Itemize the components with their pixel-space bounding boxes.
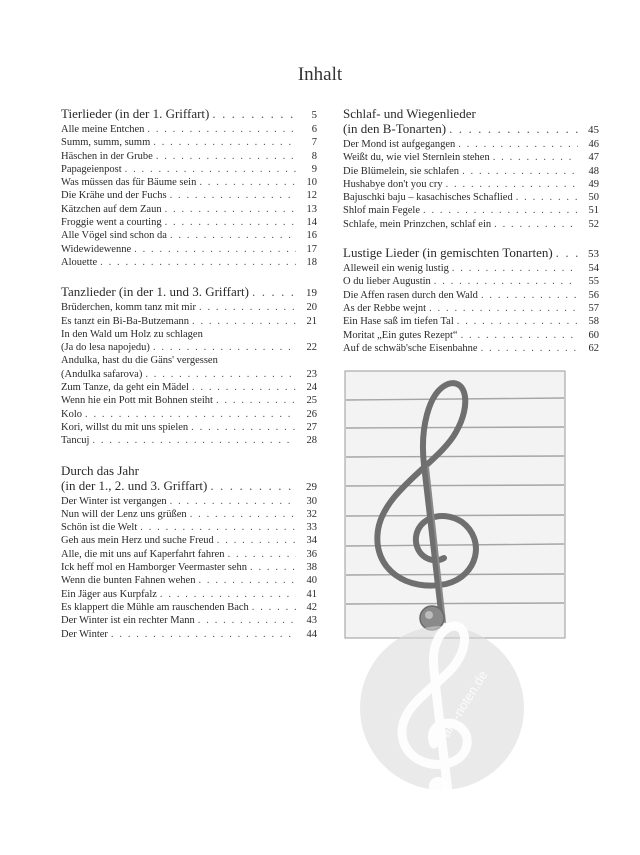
toc-entry (61, 176, 317, 189)
toc-leader-dots (250, 561, 296, 574)
toc-entry-title: (Ja do lesa napojedu) (61, 342, 150, 354)
toc-entry-title: Wenn hie ein Pott mit Bohnen steiht (61, 395, 213, 407)
toc-entry (343, 178, 599, 191)
toc-entry-title: Tancuj (61, 435, 90, 447)
toc-entry (343, 165, 599, 178)
toc-leader-dots (228, 548, 296, 561)
toc-entry-title: Durch das Jahr (61, 462, 139, 478)
toc-page-number: 33 (306, 522, 317, 534)
toc-page-number: 10 (306, 177, 317, 189)
toc-page-number: 17 (306, 243, 317, 255)
toc-entry (343, 329, 599, 342)
toc-page-number: 25 (306, 395, 317, 407)
toc-entry (343, 275, 599, 288)
toc-page-number: 51 (588, 205, 599, 217)
toc-page-number: 44 (306, 628, 317, 640)
toc-leader-dots (457, 315, 578, 328)
toc-page-number: 20 (306, 302, 317, 314)
toc-entry-title: Lustige Lieder (in gemischten Tonarten) (343, 245, 553, 261)
toc-leader-dots (423, 204, 578, 217)
toc-entry-title: (in der 1., 2. und 3. Griffart) (61, 477, 208, 493)
toc-entry (61, 163, 317, 176)
toc-page-number: 53 (588, 248, 599, 261)
toc-entry-title: Alle Vögel sind schon da (61, 230, 167, 242)
toc-page-number: 57 (588, 302, 599, 314)
toc-entry (343, 191, 599, 204)
toc-section (61, 463, 317, 641)
toc-page-number: 22 (306, 342, 317, 354)
toc-entry (61, 328, 317, 341)
toc-leader-dots (198, 614, 296, 627)
toc-entry-title: Zum Tanze, da geht ein Mädel (61, 382, 189, 394)
toc-entry (343, 138, 599, 151)
toc-page-number: 36 (306, 548, 317, 560)
toc-entry-title: (in den B-Tonarten) (343, 121, 447, 136)
toc-page-number: 42 (306, 601, 317, 613)
toc-leader-dots (493, 151, 578, 164)
toc-entry-title: Froggie went a courting (61, 217, 162, 229)
toc-entry-title: Bajuschki baju – kasachisches Schaflied (343, 192, 513, 204)
toc-leader-dots (190, 508, 296, 521)
toc-leader-dots (165, 216, 296, 229)
toc-entry-title: Kolo (61, 408, 82, 420)
toc-right-column (343, 106, 599, 355)
toc-leader-dots (481, 342, 578, 355)
toc-leader-dots (156, 150, 296, 163)
toc-entry-title: (Andulka safarova) (61, 368, 143, 380)
toc-page-number: 28 (306, 435, 317, 447)
toc-left-column (61, 106, 317, 641)
toc-leader-dots (452, 262, 578, 275)
toc-page-number: 32 (306, 508, 317, 520)
toc-entry-title: Alle, die mit uns auf Kaperfahrt fahren (61, 548, 225, 560)
toc-entry-title: Alouette (61, 256, 98, 268)
toc-entry (61, 315, 317, 328)
toc-section-heading (343, 245, 599, 262)
toc-entry-title: Der Winter (61, 628, 108, 640)
toc-page-number: 49 (588, 178, 599, 190)
toc-entry (343, 262, 599, 275)
toc-leader-dots (556, 245, 578, 260)
toc-entry-title: Wenn die bunten Fahnen wehen (61, 575, 196, 587)
toc-entry-title: Geh aus mein Herz und suche Freud (61, 535, 214, 547)
toc-entry-title: Alleweil ein wenig lustig (343, 263, 449, 275)
toc-entry-title: Widewidewenne (61, 243, 132, 255)
toc-leader-dots (494, 218, 578, 231)
toc-section-heading (61, 478, 317, 495)
toc-entry-title: Brüderchen, komm tanz mit mir (61, 302, 197, 314)
toc-section-heading (343, 121, 599, 138)
toc-leader-dots (481, 289, 578, 302)
toc-entry-title: As der Rebbe wejnt (343, 302, 427, 314)
toc-entry (343, 204, 599, 217)
toc-leader-dots (210, 478, 296, 493)
toc-entry-title: Schlaf- und Wiegenlieder (343, 106, 476, 121)
toc-entry-title: Ick heff mol en Hamborger Veermaster sehn (61, 562, 248, 574)
toc-entry (61, 495, 317, 508)
toc-leader-dots (160, 588, 296, 601)
toc-leader-dots (170, 495, 296, 508)
toc-leader-dots (153, 341, 296, 354)
toc-entry (61, 588, 317, 601)
toc-entry-title: Ein Jäger aus Kurpfalz (61, 588, 157, 600)
toc-page-number: 50 (588, 192, 599, 204)
toc-entry (61, 189, 317, 202)
toc-entry-title: Es tanzt ein Bi-Ba-Butzemann (61, 315, 190, 327)
toc-entry-title: Schlafe, mein Prinzchen, schlaf ein (343, 218, 492, 230)
toc-entry-title: Moritat „Ein gutes Rezept“ (343, 329, 458, 341)
toc-leader-dots (461, 329, 578, 342)
toc-page-number: 55 (588, 276, 599, 288)
toc-entry (61, 521, 317, 534)
toc-entry-title: Andulka, hast du die Gäns' vergessen (61, 355, 218, 367)
toc-entry (61, 150, 317, 163)
toc-leader-dots (165, 203, 296, 216)
toc-page-number: 21 (306, 315, 317, 327)
toc-leader-dots (252, 601, 296, 614)
toc-entry (61, 123, 317, 136)
toc-page-number: 27 (306, 421, 317, 433)
toc-entry-title: Nun will der Lenz uns grüßen (61, 508, 187, 520)
toc-entry (61, 534, 317, 547)
toc-entry-title: Summ, summ, summ (61, 137, 151, 149)
toc-page-number: 48 (588, 165, 599, 177)
toc-leader-dots (192, 315, 296, 328)
toc-entry-title: Die Krähe und der Fuchs (61, 190, 167, 202)
toc-section (61, 284, 317, 447)
toc-page-number: 14 (306, 217, 317, 229)
toc-entry-title: Die Affen rasen durch den Wald (343, 289, 478, 301)
toc-page-number: 54 (588, 263, 599, 275)
toc-leader-dots (217, 534, 296, 547)
toc-entry (61, 421, 317, 434)
toc-page-number: 43 (306, 615, 317, 627)
toc-entry-title: Was müssen das für Bäume sein (61, 177, 197, 189)
toc-entry (61, 628, 317, 641)
toc-leader-dots (170, 189, 296, 202)
page-title: Inhalt (297, 64, 343, 85)
toc-page-number: 62 (588, 342, 599, 354)
toc-entry-title: Kätzchen auf dem Zaun (61, 203, 162, 215)
toc-entry-title: Der Winter ist vergangen (61, 495, 167, 507)
toc-page-number: 46 (588, 139, 599, 150)
toc-entry-title: Papageienpost (61, 163, 122, 175)
toc-page-number: 6 (311, 124, 317, 135)
toc-leader-dots (100, 256, 296, 269)
toc-entry-title: Kori, willst du mit uns spielen (61, 421, 189, 433)
toc-section-heading (61, 106, 317, 123)
toc-page-number: 29 (306, 480, 317, 493)
toc-entry-title: Der Winter ist ein rechter Mann (61, 615, 195, 627)
toc-page-number: 16 (306, 230, 317, 242)
toc-entry-title: In den Wald um Holz zu schlagen (61, 328, 203, 340)
toc-entry (61, 561, 317, 574)
toc-page-number: 19 (306, 287, 317, 300)
toc-entry-title: Tanzlieder (in der 1. und 3. Griffart) (61, 284, 249, 300)
toc-entry (61, 216, 317, 229)
toc-section-heading (61, 463, 317, 478)
toc-leader-dots (125, 163, 296, 176)
toc-entry (61, 614, 317, 627)
toc-entry (343, 289, 599, 302)
toc-entry (343, 151, 599, 164)
toc-entry-title: Auf de schwäb'sche Eisenbahne (343, 342, 478, 354)
toc-leader-dots (429, 302, 578, 315)
toc-page-number: 40 (306, 575, 317, 587)
toc-page-number: 12 (306, 190, 317, 202)
toc-entry (61, 243, 317, 256)
toc-entry-title: Häschen in der Grube (61, 150, 153, 162)
toc-page-number: 45 (588, 124, 599, 136)
treble-clef-watermark-icon (330, 620, 570, 805)
toc-page-number: 60 (588, 329, 599, 341)
toc-page-number: 52 (588, 218, 599, 230)
toc-entry-title: Shlof main Fegele (343, 205, 420, 217)
toc-page-number: 47 (588, 152, 599, 164)
toc-page-number: 5 (311, 109, 317, 121)
toc-entry (61, 256, 317, 269)
toc-leader-dots (199, 301, 296, 314)
toc-leader-dots (170, 229, 296, 242)
toc-section-heading (343, 106, 599, 121)
toc-leader-dots (140, 521, 296, 534)
toc-entry (343, 218, 599, 231)
treble-clef-icon (344, 370, 566, 639)
toc-leader-dots (147, 123, 296, 136)
toc-page-number: 26 (306, 408, 317, 420)
toc-entry (61, 341, 317, 354)
toc-entry (61, 394, 317, 407)
toc-leader-dots (446, 178, 578, 191)
toc-section (343, 106, 599, 231)
toc-page-number: 7 (311, 137, 317, 149)
toc-entry-title: Die Blümelein, sie schlafen (343, 165, 460, 177)
toc-leader-dots (191, 421, 296, 434)
toc-leader-dots (516, 191, 578, 204)
toc-leader-dots (212, 106, 296, 121)
toc-section-heading (61, 284, 317, 301)
toc-page-number: 13 (306, 203, 317, 215)
toc-entry (61, 136, 317, 149)
toc-entry-title: Der Mond ist aufgegangen (343, 139, 456, 150)
toc-entry-title: Weißt du, wie viel Sternlein stehen (343, 152, 490, 164)
toc-page-number: 56 (588, 289, 599, 301)
toc-leader-dots (252, 284, 296, 299)
toc-leader-dots (458, 138, 578, 151)
toc-leader-dots (449, 121, 578, 136)
toc-leader-dots (153, 136, 296, 149)
toc-entry (61, 368, 317, 381)
toc-entry-title: Hushabye don't you cry (343, 178, 443, 190)
toc-entry-title: Ein Hase saß im tiefen Tal (343, 316, 454, 328)
toc-entry-title: O du lieber Augustin (343, 276, 431, 288)
toc-page-number: 30 (306, 495, 317, 507)
toc-entry-title: Es klappert die Mühle am rauschenden Bach (61, 601, 249, 613)
toc-section (343, 245, 599, 355)
toc-leader-dots (145, 368, 296, 381)
toc-entry (61, 301, 317, 314)
toc-entry (61, 434, 317, 447)
toc-entry (61, 408, 317, 421)
toc-entry (343, 315, 599, 328)
toc-entry (61, 508, 317, 521)
toc-entry (61, 381, 317, 394)
toc-entry (61, 574, 317, 587)
toc-page-number: 38 (306, 562, 317, 574)
toc-entry (61, 548, 317, 561)
toc-page-number: 58 (588, 316, 599, 328)
toc-leader-dots (216, 394, 296, 407)
toc-page-number: 34 (306, 535, 317, 547)
toc-leader-dots (134, 243, 296, 256)
toc-leader-dots (199, 176, 296, 189)
toc-entry (61, 229, 317, 242)
toc-page-number: 8 (311, 150, 317, 162)
toc-page-number: 41 (306, 588, 317, 600)
toc-entry-title: Schön ist die Welt (61, 522, 138, 534)
toc-page-number: 23 (306, 368, 317, 380)
toc-section (61, 106, 317, 269)
toc-leader-dots (85, 408, 296, 421)
toc-entry-title: Tierlieder (in der 1. Griffart) (61, 106, 210, 121)
toc-entry (61, 203, 317, 216)
toc-page-number: 24 (306, 382, 317, 394)
toc-leader-dots (198, 574, 296, 587)
toc-entry (343, 302, 599, 315)
toc-leader-dots (462, 165, 578, 178)
toc-leader-dots (111, 628, 296, 641)
toc-entry (61, 354, 317, 367)
toc-leader-dots (192, 381, 296, 394)
svg-text:alle-noten.de: alle-noten.de (437, 667, 491, 740)
toc-entry-title: Alle meine Entchen (61, 124, 145, 135)
toc-entry (61, 601, 317, 614)
toc-page-number: 9 (311, 163, 317, 175)
toc-leader-dots (434, 275, 578, 288)
toc-page-number: 18 (306, 256, 317, 268)
toc-entry (343, 342, 599, 355)
toc-leader-dots (92, 434, 296, 447)
